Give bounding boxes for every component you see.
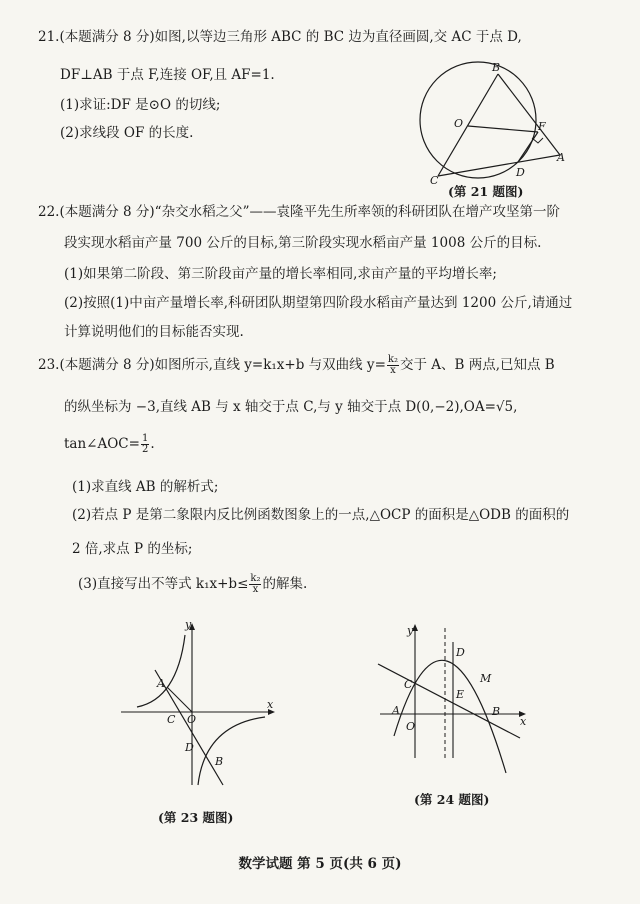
q23-label-d: D xyxy=(185,741,194,754)
fraction-denominator: x xyxy=(390,365,396,376)
q21-label-o: O xyxy=(454,117,464,130)
q22-line-1: 22.(本题满分 8 分)“杂交水稻之父”——袁隆平先生所率领的科研团队在增产攻坚第一阶 xyxy=(38,204,560,220)
q23-label-c: C xyxy=(167,713,176,726)
q23-line-ab xyxy=(155,670,223,785)
q23-label-b: B xyxy=(215,755,224,768)
q21-label-b: B xyxy=(492,61,501,74)
fraction-numerator: k₂ xyxy=(387,354,398,365)
q21-segment-df xyxy=(518,132,538,162)
q23-label-y: y xyxy=(185,618,192,631)
q22-line-5: 计算说明他们的目标能否实现. xyxy=(64,324,244,340)
q23-fraction-k2-over-x-ineq xyxy=(249,574,261,595)
q24-label-b: B xyxy=(492,705,501,718)
q21-label-f: F xyxy=(538,120,546,133)
q23-line-1 xyxy=(38,355,555,376)
q21-caption: (第 21 题图) xyxy=(448,184,524,199)
q23-line-6: 2 倍,求点 P 的坐标; xyxy=(72,541,193,557)
q23-label-x: x xyxy=(267,698,274,711)
q21-right-angle-mark xyxy=(532,138,543,143)
q21-side-ab xyxy=(498,74,560,155)
q21-line-2: DF⊥AB 于点 F,连接 OF,且 AF=1. xyxy=(60,67,275,83)
q24-label-a: A xyxy=(392,704,400,717)
q23-line-7 xyxy=(78,574,307,595)
q21-side-bc xyxy=(438,74,498,176)
q21-line-1: 21.(本题满分 8 分)如图,以等边三角形 ABC 的 BC 边为直径画圆,交 AC 于点 D, xyxy=(38,29,522,45)
fraction-numerator: 1 xyxy=(141,433,149,444)
q23-line-3a: tan∠AOC= xyxy=(64,436,140,452)
q24-caption: (第 24 题图) xyxy=(414,792,490,807)
q24-label-m: M xyxy=(480,672,492,685)
q23-segment-oa xyxy=(167,687,192,712)
q22-line-3: (1)如果第二阶段、第三阶段亩产量的增长率相同,求亩产量的平均增长率; xyxy=(64,266,497,282)
q21-label-d: D xyxy=(516,166,525,179)
page-footer: 数学试题 第 5 页(共 6 页) xyxy=(238,856,402,872)
q23-label-o: O xyxy=(187,713,197,726)
q23-line-2: 的纵坐标为 −3,直线 AB 与 x 轴交于点 C,与 y 轴交于点 D(0,−2),OA=√5, xyxy=(64,399,518,415)
q24-label-d: D xyxy=(456,646,465,659)
q23-fraction-k2-over-x xyxy=(387,355,399,376)
q21-label-a: A xyxy=(557,151,565,164)
q23-figure xyxy=(115,615,285,790)
fraction-denominator: x xyxy=(252,584,259,595)
q24-line-cb xyxy=(378,664,520,738)
q23-line-7a: (3)直接写出不等式 k₁x+b≤ xyxy=(78,576,249,592)
fraction-denominator: 2 xyxy=(141,444,149,455)
q23-line-3 xyxy=(64,434,155,455)
q24-label-e: E xyxy=(456,688,465,701)
q24-label-c: C xyxy=(404,678,413,691)
q23-hyperbola-branch-4 xyxy=(198,717,265,785)
q23-line-7b: 的解集. xyxy=(262,576,308,592)
q23-line-5: (2)若点 P 是第二象限内反比例函数图象上的一点,△OCP 的面积是△ODB 的面积的 xyxy=(72,507,570,523)
fraction-numerator: k₂ xyxy=(250,573,261,584)
q24-figure xyxy=(370,618,540,788)
q21-label-c: C xyxy=(430,174,439,187)
q21-line-4: (2)求线段 OF 的长度. xyxy=(60,125,194,141)
q23-line-4: (1)求直线 AB 的解析式; xyxy=(72,479,219,495)
q24-label-o: O xyxy=(406,720,416,733)
q24-label-y: y xyxy=(407,624,414,637)
q23-caption: (第 23 题图) xyxy=(158,810,234,825)
q21-side-ac xyxy=(438,155,560,176)
q23-label-a: A xyxy=(157,677,165,690)
q23-hyperbola-branch-2 xyxy=(137,635,185,707)
q23-line-1b: 交于 A、B 两点,已知点 B xyxy=(399,357,555,373)
q21-figure xyxy=(400,60,580,190)
q23-fraction-one-half xyxy=(141,434,149,455)
q22-line-4: (2)按照(1)中亩产量增长率,科研团队期望第四阶段水稻亩产量达到 1200 公斤,请通过 xyxy=(64,295,573,311)
q21-line-3: (1)求证:DF 是⊙O 的切线; xyxy=(60,97,221,113)
q21-segment-of xyxy=(468,126,538,132)
q23-line-1a: 23.(本题满分 8 分)如图所示,直线 y=k₁x+b 与双曲线 y= xyxy=(38,357,386,373)
q22-line-2: 段实现水稻亩产量 700 公斤的目标,第三阶段实现水稻亩产量 1008 公斤的目标. xyxy=(64,235,542,251)
q24-label-x: x xyxy=(520,715,527,728)
q23-line-3b: . xyxy=(150,436,155,452)
